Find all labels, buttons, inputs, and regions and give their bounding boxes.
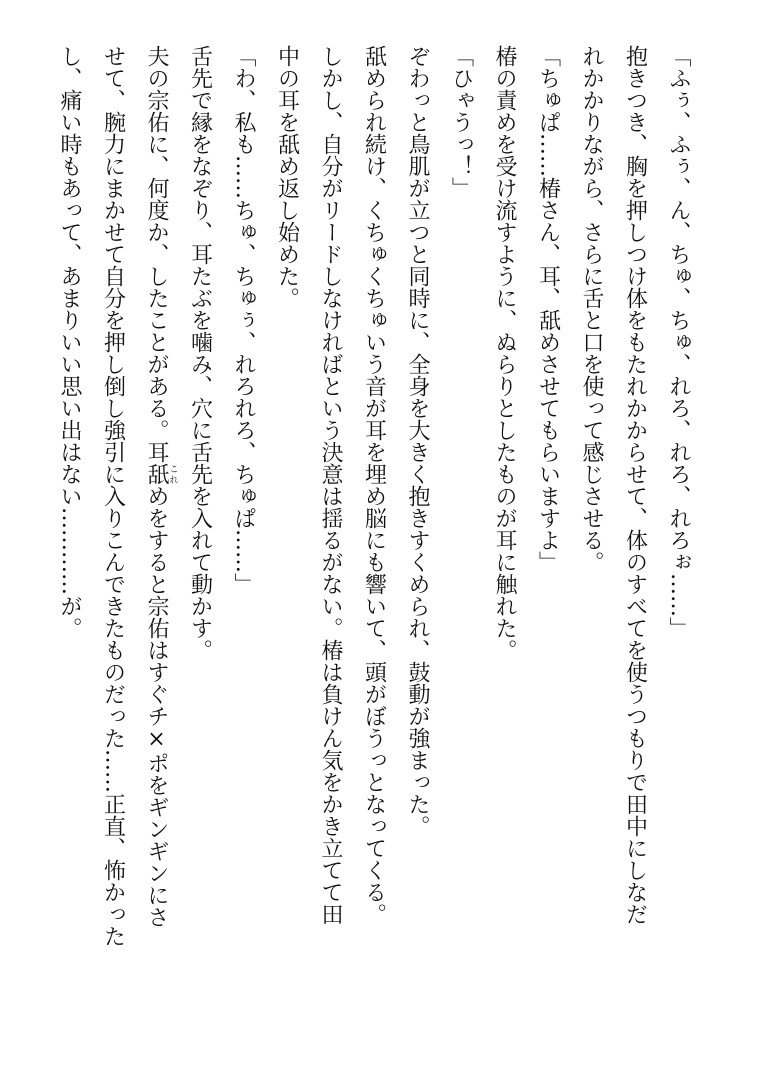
text-line-5: 椿の責めを受け流すように、ぬらりとしたものが耳に触れた。 — [492, 45, 517, 661]
text-line-15: し、痛い時もあって、あまりいい思い出はない…………が。 — [57, 45, 82, 639]
text-line-13-before: 夫の宗佑に、何度か、したことがある。耳 — [144, 45, 169, 463]
ruby-reading: これ — [167, 463, 178, 485]
text-line-13-after: めをすると宗佑はすぐチ×ポをギンギンにさ — [144, 485, 169, 928]
furigana-ruby — [144, 463, 178, 485]
text-line-8: 舐められ続け、くちゅくちゅいう音が耳を埋め脳にも響いて、頭がぼうっとなってくる。 — [361, 45, 387, 925]
vertical-text-body — [48, 45, 701, 1045]
text-line-13 — [135, 45, 179, 1045]
text-line-4: 「ちゅぱ……椿さん、耳、舐めさせてもらいますよ」 — [535, 45, 561, 573]
text-line-10: 中の耳を舐め返し始めた。 — [274, 45, 300, 309]
text-line-3: れかかりながら、さらに舌と口を使って感じさせる。 — [579, 45, 604, 573]
text-line-2: 抱きつき、胸を押しつけ体をもたれかからせて、体のすべてを使うつもりで田中にしなだ — [622, 45, 648, 925]
text-line-9: しかし、自分がリードしなければという決意は揺るがない。椿は負けん気をかき立てて田 — [318, 45, 343, 925]
text-line-7: ぞわっと鳥肌が立つと同時に、全身を大きく抱きすくめられ、鼓動が強まった。 — [405, 45, 430, 837]
text-line-1: 「ふぅ、ふぅ、ん、ちゅ、ちゅ、れろ、れろ、れろぉ……」 — [666, 45, 691, 639]
ruby-base: 舐 — [144, 463, 169, 485]
text-line-12: 舌先で縁をなぞり、耳たぶを噛み、穴に舌先を入れて動かす。 — [187, 45, 213, 661]
text-line-14: せて、腕力にまかせて自分を押し倒し強引に入りこんできたものだった……正直、怖かった — [100, 45, 126, 947]
text-line-11: 「わ、私も……ちゅ、ちゅぅ、れろれろ、ちゅぱ……」 — [231, 45, 256, 595]
text-line-6: 「ひゃうっ！」 — [448, 45, 474, 199]
